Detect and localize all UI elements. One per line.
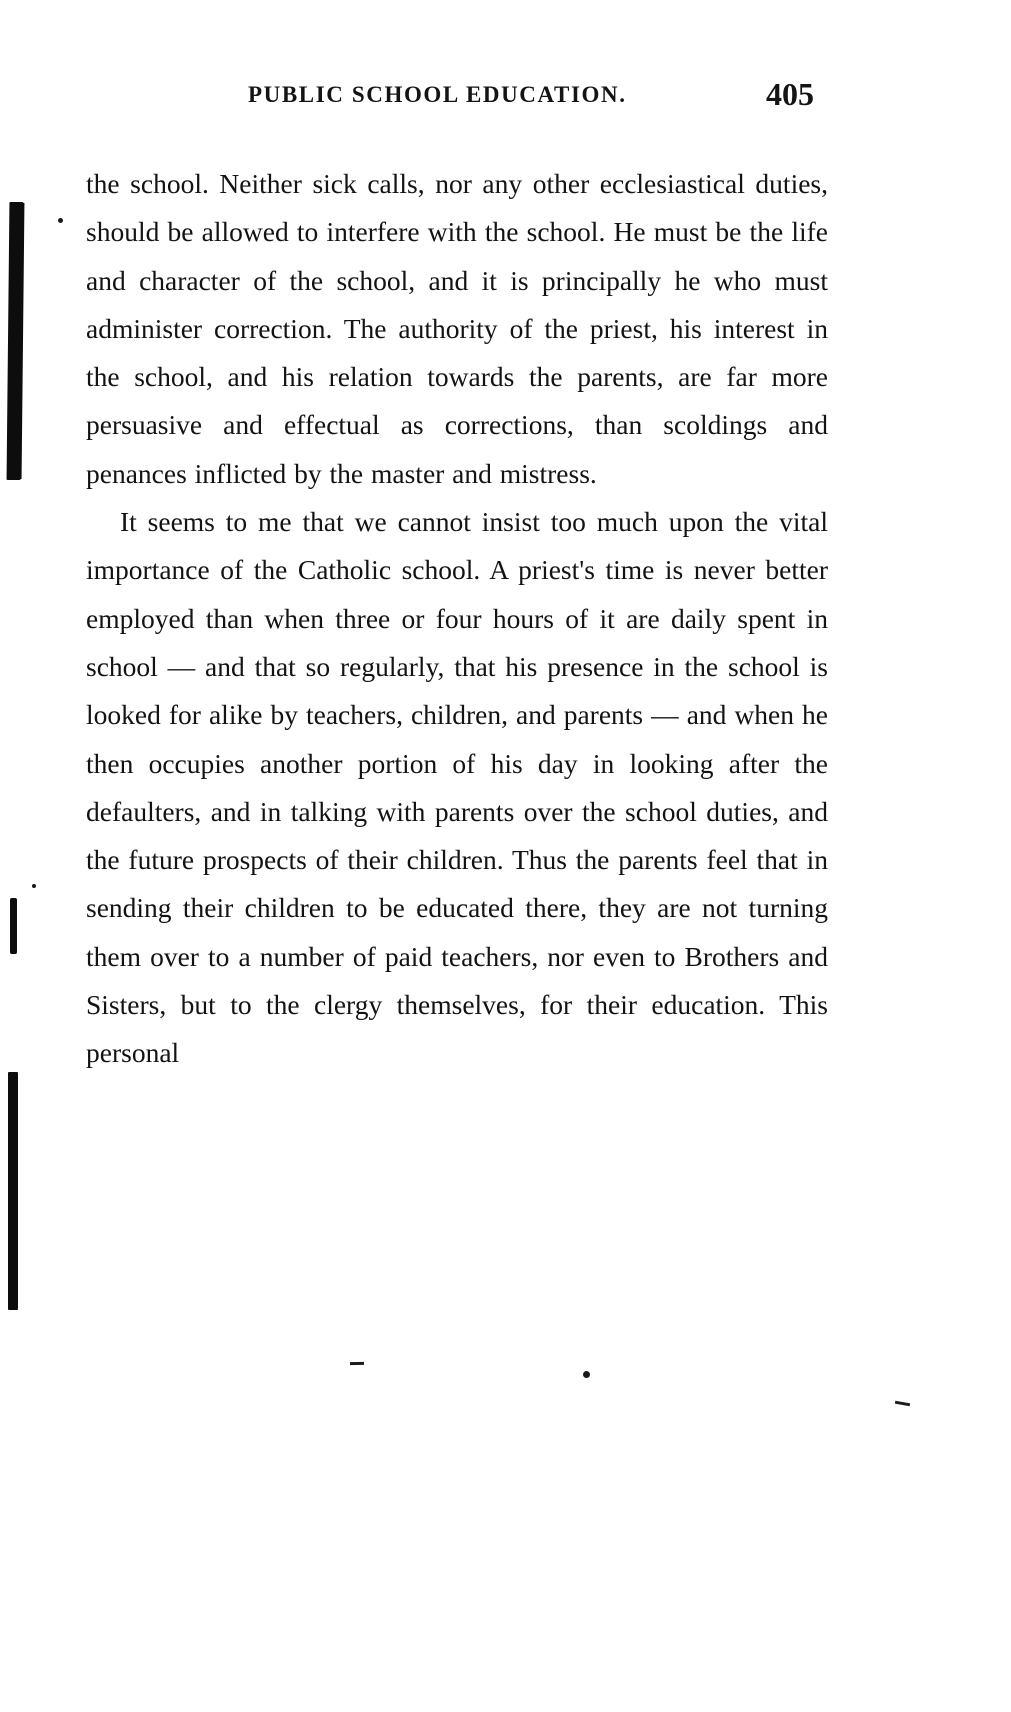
paragraph-1: the school. Neither sick calls, nor any other ecclesiastical duties, should be allowed to interfere with the school. He must be the life and character of the school, and it is principally he who must administer correction. The authority of the priest, his interest in the school, and his relation towards the parents, are far more persuasive and effectual as corrections, than scoldings and penances inflicted by the master and mistress. [86,168,828,489]
scan-speck [32,884,36,888]
scan-artifact-left-margin-lower [8,1072,18,1310]
paragraph-2: It seems to me that we cannot insist too much upon the vital importance of the Catholic school. A priest's time is never better employed than when three or four hours of it are daily spent in school — and that so regularly, that his presence in the school is looked for alike by teachers, children, and parents — and when he then occupies another portion of his day in looking after the defaulters, and in talking with parents over the school duties, and the future prospects of their children. Thus the parents feel that in sending their children to be educated there, they are not turning them over to a number of paid teachers, nor even to Brothers and Sisters, but to the clergy themselves, for their education. This personal [86,506,828,1069]
page-number: 405 [766,76,814,112]
scan-speck [583,1371,590,1378]
body-text [86,160,828,1078]
scan-artifact-left-margin-upper [7,202,24,480]
running-head-title: PUBLIC SCHOOL EDUCATION. [248,82,627,107]
scan-mark [350,1362,364,1365]
scan-artifact-left-margin-middle [10,898,17,954]
page-header [0,76,1011,122]
scan-speck [58,218,63,223]
scan-mark [895,1401,910,1407]
